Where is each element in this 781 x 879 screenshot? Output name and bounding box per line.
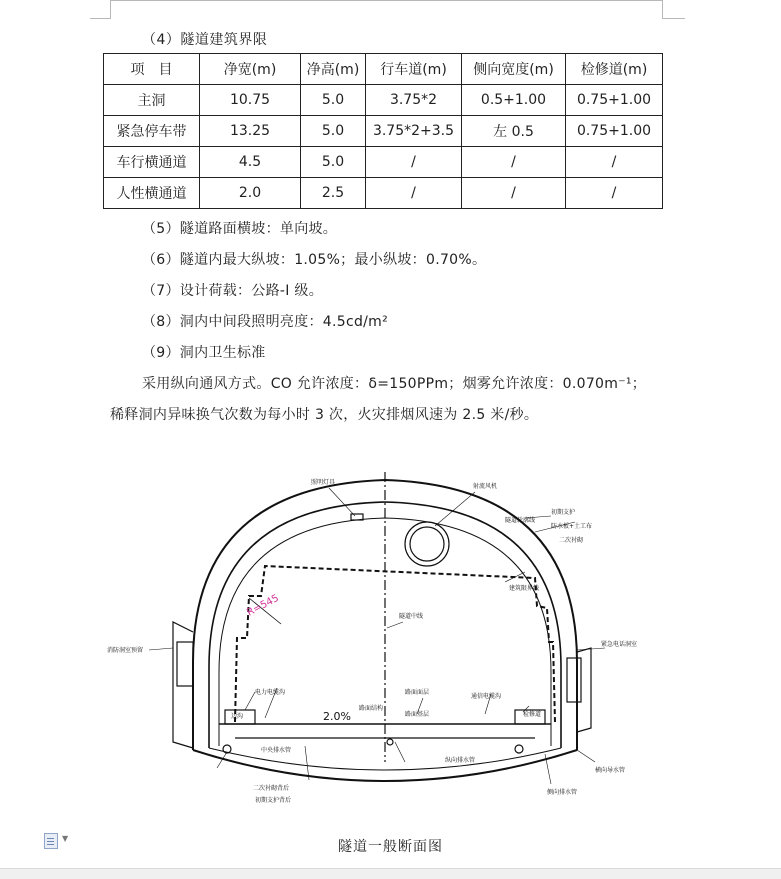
callout-label: 路面面层	[405, 689, 430, 696]
document-icon[interactable]	[44, 833, 58, 849]
callout-label: 侧向排水管	[547, 789, 578, 796]
leader-lines	[149, 488, 605, 784]
callout-label: 二次衬砌	[559, 537, 584, 544]
callout-label: 初期支护	[551, 509, 576, 516]
paragraph-9: （9）洞内卫生标准	[142, 345, 266, 361]
tunnel-section-drawing	[105, 462, 665, 822]
left-niche-box	[177, 642, 193, 686]
callout-label: 消防洞室预留	[107, 647, 144, 654]
table-cell: 5.0	[301, 85, 366, 116]
callout-label: 纵向排水管	[445, 757, 476, 764]
figure-caption: 隧道一般断面图	[338, 839, 443, 855]
table-cell: 左 0.5	[462, 116, 566, 147]
table-row	[104, 147, 663, 178]
left-niche	[173, 622, 193, 748]
slope-label: 2.0%	[323, 710, 351, 723]
table-header-cell: 行车道(m)	[366, 54, 462, 85]
jet-fan-outer	[405, 522, 449, 566]
table-cell: 2.0	[200, 178, 301, 209]
table-cell: /	[462, 178, 566, 209]
section-heading-4: （4）隧道建筑界限	[142, 32, 268, 48]
table-cell: 紧急停车带	[104, 116, 200, 147]
callout-label: 建筑限界线	[509, 585, 540, 592]
invert-arch	[193, 750, 577, 781]
caret-down-icon[interactable]: ▼	[62, 834, 69, 843]
right-niche-box	[567, 658, 581, 702]
clearance-table	[103, 53, 663, 209]
table-header-cell: 净宽(m)	[200, 54, 301, 85]
table-cell: 3.75*2+3.5	[366, 116, 462, 147]
callout-label: 隧道中线	[399, 613, 424, 620]
callout-label: 防水板+土工布	[551, 523, 593, 530]
table-cell: /	[462, 147, 566, 178]
table-header-cell: 项 目	[104, 54, 200, 85]
callout-label: 边沟	[231, 713, 244, 720]
callout-label: 紧急电话洞室	[601, 641, 638, 648]
table-cell: 0.5+1.00	[462, 85, 566, 116]
body-text-line-1: 采用纵向通风方式。CO 允许浓度：δ=150PPm；烟雾允许浓度：0.070m⁻¹；	[142, 376, 647, 392]
page-corner-mark-right	[662, 0, 685, 19]
table-cell: 0.75+1.00	[566, 85, 663, 116]
callout-label: 照明灯具	[311, 479, 336, 486]
table-cell: 人性横通道	[104, 178, 200, 209]
callout-label: 电力电缆沟	[255, 689, 286, 696]
callout-label: 二次衬砌背后	[253, 785, 290, 792]
paragraph-6: （6）隧道内最大纵坡：1.05%；最小纵坡：0.70%。	[142, 252, 487, 268]
table-cell: 5.0	[301, 147, 366, 178]
table-cell: 4.5	[200, 147, 301, 178]
table-cell: 车行横通道	[104, 147, 200, 178]
table-cell: 5.0	[301, 116, 366, 147]
body-text-line-2: 稀释洞内异味换气次数为每小时 3 次，火灾排烟风速为 2.5 米/秒。	[110, 407, 539, 423]
paragraph-5: （5）隧道路面横坡：单向坡。	[142, 221, 338, 237]
right-niche	[577, 648, 591, 732]
table-cell: /	[366, 147, 462, 178]
jet-fan-inner	[410, 527, 444, 561]
callout-label: 路面结构	[359, 705, 384, 712]
table-cell: /	[366, 178, 462, 209]
callout-label: 检修道	[523, 711, 542, 718]
bottom-status-bar	[0, 868, 781, 879]
table-cell: 2.5	[301, 178, 366, 209]
table-cell: 0.75+1.00	[566, 116, 663, 147]
page-top-border	[110, 0, 662, 1]
callout-label: 射流风机	[473, 483, 498, 490]
table-cell: 主洞	[104, 85, 200, 116]
table-cell: /	[566, 147, 663, 178]
table-cell: /	[566, 178, 663, 209]
table-cell: 10.75	[200, 85, 301, 116]
paragraph-8: （8）洞内中间段照明亮度：4.5cd/m²	[142, 314, 389, 330]
callout-label: 隧道轮廓线	[505, 517, 536, 524]
table-row	[104, 116, 663, 147]
right-drain-pipe	[515, 745, 523, 753]
table-row	[104, 178, 663, 209]
paragraph-7: （7）设计荷载：公路-I 级。	[142, 283, 324, 299]
callout-label: 横向导水管	[595, 767, 626, 774]
table-header-cell: 净高(m)	[301, 54, 366, 85]
callout-label: 中央排水管	[261, 747, 292, 754]
table-cell: 13.25	[200, 116, 301, 147]
radius-label: R=545	[245, 592, 281, 619]
clearance-line	[235, 566, 555, 722]
center-drain-pipe	[387, 739, 393, 745]
table-header-cell: 侧向宽度(m)	[462, 54, 566, 85]
page-corner-mark-left	[90, 0, 111, 19]
table-cell: 3.75*2	[366, 85, 462, 116]
table-header-row	[104, 54, 663, 85]
table-header-cell: 检修道(m)	[566, 54, 663, 85]
callout-label: 路面基层	[405, 711, 430, 718]
callout-label: 通信电缆沟	[471, 693, 502, 700]
callout-label: 初期支护背后	[255, 797, 292, 804]
table-row	[104, 85, 663, 116]
